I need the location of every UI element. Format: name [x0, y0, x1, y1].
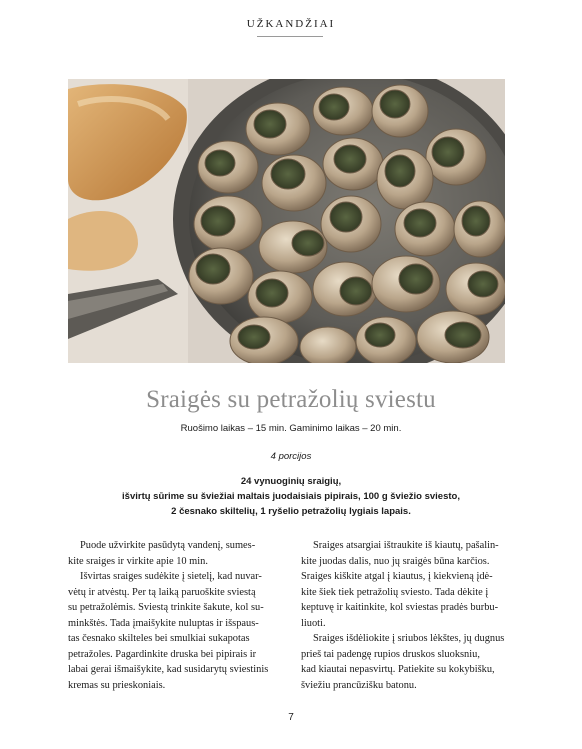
text-line: kite sraiges ir virkite apie 10 min. — [68, 555, 208, 567]
text-line: Sraiges kiškite atgal į kiautus, į kiekvieną įdė- — [301, 571, 493, 582]
ingredients-list — [0, 474, 582, 519]
section-header-rule — [257, 36, 323, 37]
text-line: minkštės. Tada įmaišykite nuluptas ir išspaus- — [68, 617, 259, 629]
text-line: liuoti. — [301, 617, 326, 629]
text-line: tas česnako skilteles bei smulkiai sukapotas — [68, 633, 250, 644]
text-line: kad kiautai nepasvirtų. Patiekite su kokybišku, — [301, 664, 495, 675]
text-line: petražoles. Pagardinkite druska bei pipirais ir — [68, 648, 257, 660]
text-line: kite šiek tiek petražolių sviesto. Tada dėkite į — [301, 586, 489, 598]
instructions-left-column — [68, 538, 272, 693]
text-line: Sraiges atsargiai ištraukite iš kiautų, pašalin- — [313, 540, 499, 551]
recipe-servings: 4 porcijos — [270, 451, 312, 462]
recipe-title: Sraigės su petražolių sviestu — [146, 386, 436, 413]
recipe-photo — [68, 79, 505, 363]
text-line: labai gerai išmaišykite, kad susidarytų sviestinis — [68, 664, 269, 675]
recipe-timing: Ruošimo laikas – 15 min. Gaminimo laikas – 20 min. — [180, 423, 402, 434]
text-line: kite juodas dalis, nuo jų sraigės būna karčios. — [301, 555, 490, 567]
text-line: vėtų ir atvėstų. Per tą laiką paruoškite sviestą — [68, 586, 256, 598]
instructions-right-column — [301, 538, 505, 693]
text-line: šviežiu prancūzišku batonu. — [301, 679, 417, 691]
text-line: su petražolėmis. Sviestą trinkite šakute, kol su- — [68, 602, 264, 613]
text-line: Puode užvirkite pasūdytą vandenį, sumes- — [80, 540, 256, 551]
ingredients-line: 2 česnako skiltelių, 1 ryšelio petražolių lygiais lapais. — [171, 506, 411, 517]
text-line: keptuvę ir kaitinkite, kol sviestas pradės burbu- — [301, 602, 499, 613]
ingredients-line: išvirtų sūrime su šviežiai maltais juodaisiais pipirais, 100 g šviežio sviesto, — [122, 491, 460, 502]
page-number: 7 — [288, 712, 294, 723]
text-line: Sraiges išdėliokite į sriubos lėkštes, jų dugnus — [313, 633, 505, 644]
text-line: prieš tai padengę rupios druskos sluoksniu, — [301, 648, 480, 660]
text-line: kremas su prieskoniais. — [68, 679, 166, 691]
ingredients-line: 24 vynuoginių sraigių, — [240, 476, 342, 487]
section-header: UŽKANDŽIAI — [246, 18, 336, 30]
text-line: Išvirtas sraiges sudėkite į sietelį, kad nuvar- — [80, 571, 262, 582]
